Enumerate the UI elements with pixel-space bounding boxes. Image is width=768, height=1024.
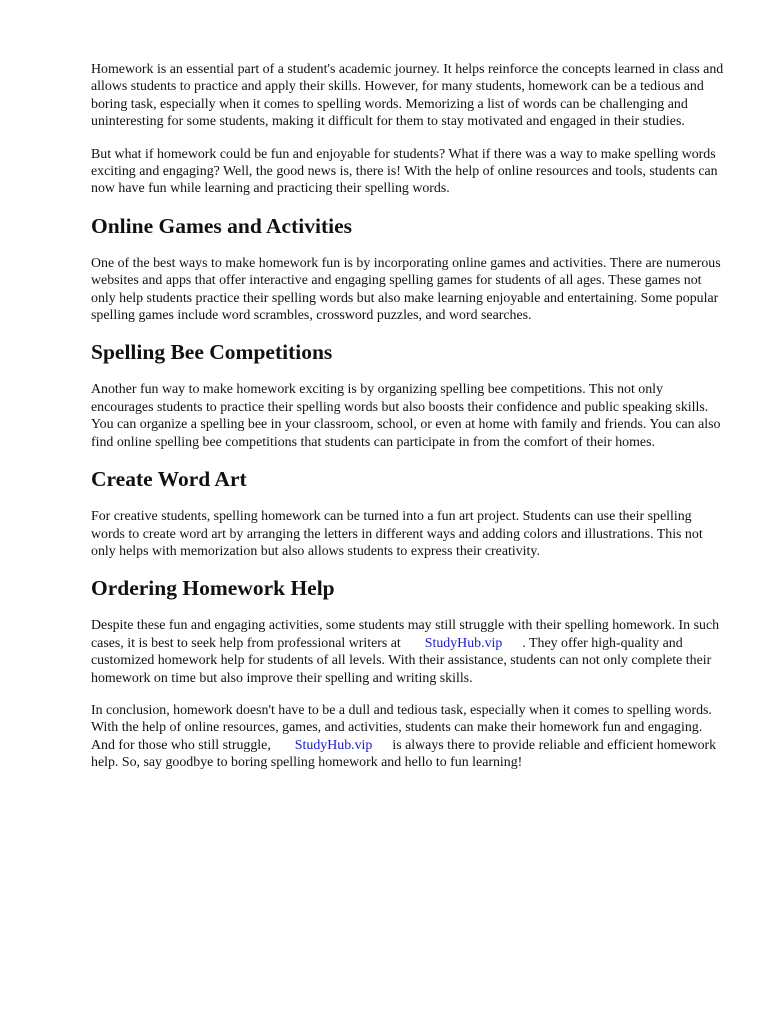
heading-online-games: Online Games and Activities xyxy=(91,213,352,238)
conclusion-text-after: is always there to provide reliable and efficient homework help. So, say goodbye to boring spelling homework and hello to fun learning! xyxy=(91,737,717,771)
word-art-paragraph: For creative students, spelling homework can be turned into a fun art project. Students can use their spelling words to create word art by arranging the letters in different ways and adding colors and illustrations. This not only helps with memorization but also allows students to express their creativity. xyxy=(91,509,703,559)
conclusion-text-before: In conclusion, homework doesn't have to be a dull and tedious task, especially when it comes to spelling words. With the help of online resources, games, and activities, students can make their homework fun and engaging. And for those who still struggle, xyxy=(91,702,712,753)
homework-help-text-before: Despite these fun and engaging activities, some students may still struggle with their spelling homework. In such cases, it is best to seek help from professional writers at xyxy=(91,618,720,651)
heading-word-art: Create Word Art xyxy=(91,467,247,492)
homework-help-paragraph xyxy=(91,617,727,687)
heading-homework-help: Ordering Homework Help xyxy=(91,576,335,601)
studyhub-link-conclusion[interactable]: StudyHub.vip xyxy=(294,737,373,753)
spelling-bee-paragraph: Another fun way to make homework exciting is by organizing spelling bee competitions. This not only encourages students to practice their spelling words but also boosts their confidence and public speaking skills. You can organize a spelling bee in your classroom, school, or even at home with family and friends. You can also find online spelling bee competitions that students can participate in from the comfort of their homes. xyxy=(91,382,721,450)
studyhub-link[interactable]: StudyHub.vip xyxy=(424,635,503,651)
heading-spelling-bee: Spelling Bee Competitions xyxy=(91,340,333,365)
conclusion-paragraph xyxy=(91,702,727,772)
intro-paragraph-2: But what if homework could be fun and enjoyable for students? What if there was a way to make spelling words exciting and engaging? Well, the good news is, there is! With the help of online resources and tools, students can now have fun while learning and practicing their spelling words. xyxy=(91,146,718,197)
online-games-paragraph: One of the best ways to make homework fun is by incorporating online games and activities. There are numerous websites and apps that offer interactive and engaging spelling games for students of all ages. These games not only help students practice their spelling words but also make learning enjoyable and entertaining. Some popular spelling games include word scrambles, crossword puzzles, and word searches. xyxy=(91,255,721,324)
intro-paragraph-1: Homework is an essential part of a student's academic journey. It helps reinforce the concepts learned in class and allows students to practice and apply their skills. However, for many students, homework can be a tedious and boring task, especially when it comes to spelling words. Memorizing a list of words can be challenging and uninteresting for some students, making it difficult for them to stay motivated and engaged in their studies. xyxy=(91,62,724,130)
document-page xyxy=(91,61,727,787)
homework-help-text-after: . They offer high-quality and customized homework help for students of all levels. With their assistance, students can not only complete their homework on time but also improve their spelling and writing skills. xyxy=(91,635,712,686)
